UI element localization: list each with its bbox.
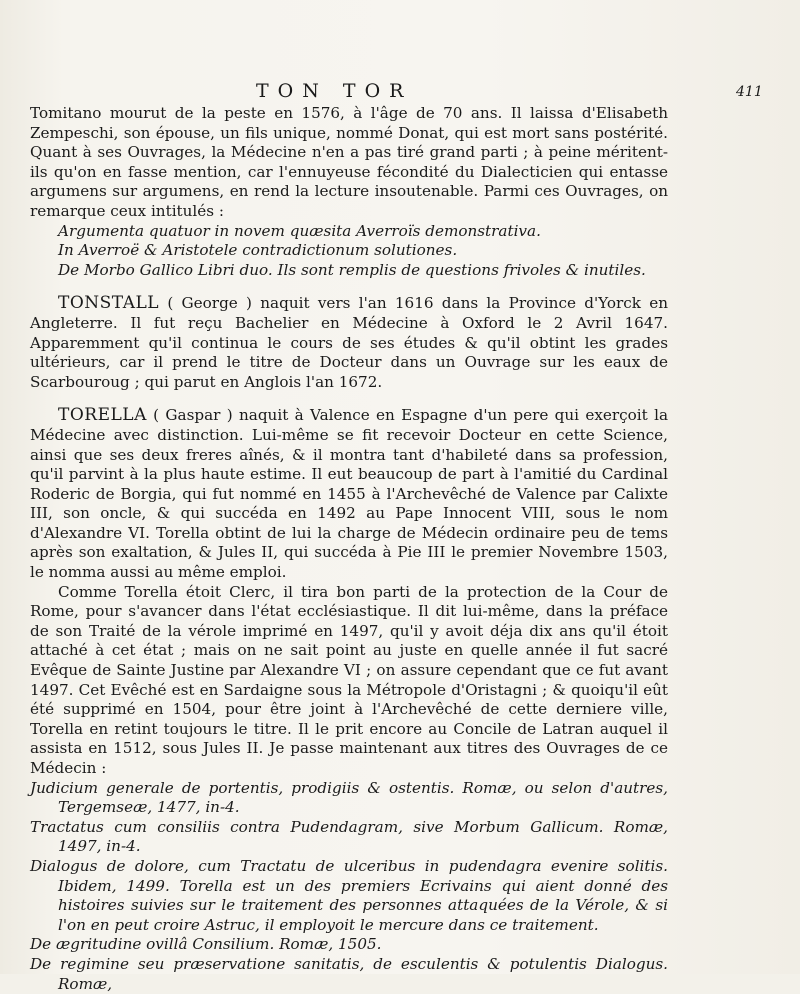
work-title: Argumenta quatuor in novem quæsita Averroïs demonstrativa. (58, 221, 541, 240)
work-title: De Morbo Gallico Libri duo. Ils sont remplis de questions frivoles & inutiles. (58, 260, 646, 279)
work-title: De ægritudine ovillâ Consilium. Romæ, 1505. (30, 935, 382, 954)
work-title: De regimine seu præservatione sanitatis, de esculentis & potulentis Dialogus. Romæ, (30, 954, 668, 993)
running-head (0, 80, 800, 104)
torella-paragraph: Comme Torella étoit Clerc, il tira bon parti de la protection de la Cour de Rome, pour s'avancer dans l'état ecclésiastique. Il dit lui-même, dans la préface de son Traité de la vérole imprimé en 1497, qu'il y avoit déja dix ans qu'il étoit attaché à cet état ; mais on ne sait point au juste en quelle année il fut sacré Evêque de Sainte Justine par Alexandre VI ; on assure cependant que ce fut avant 1497. Cet Evêché est en Sardaigne sous la Métropole d'Oristagni ; & quoiqu'il eût été supprimé en 1504, pour être joint à l'Archevêché de cette derniere ville, Torella en retint toujours le titre. Il le prit encore au Concile de Latran auquel il assista en 1512, sous Jules II. Je passe maintenant aux titres des Ouvrages de ce Médecin : (30, 582, 668, 777)
tomitano-paragraph: Tomitano mourut de la peste en 1576, à l'âge de 70 ans. Il laissa d'Elisabeth Zempeschi, son épouse, un fils unique, nommé Donat, qui est mort sans postérité. Quant à ses Ouvrages, la Médecine n'en a pas tiré grand parti ; à peine méritent-ils qu'on en fasse mention, car l'ennuyeuse fécondité du Dialecticien qui entasse argumens sur argumens, en rend la lecture insoutenable. Parmi ces Ouvrages, on remarque ceux intitulés : (30, 104, 668, 220)
headword: TONSTALL (58, 293, 160, 314)
page-body (30, 104, 668, 994)
running-title: TON TOR (256, 80, 413, 102)
work-title: Judicium generale de portentis, prodigiis & ostentis. Romæ, ou selon d'autres, Tergemseæ, 1477, in-4. (30, 778, 668, 817)
work-title: In Averroë & Aristotele contradictionum solutiones. (58, 241, 458, 260)
work-title: Tractatus cum consiliis contra Pudendagram, sive Morbum Gallicum. Romæ, 1497, in-4. (30, 817, 668, 856)
entry-text: ( Gaspar ) naquit à Valence en Espagne d'un pere qui exerçoit la Médecine avec distinction. Lui-même se fit recevoir Docteur en cette Science, ainsi que ses deux freres aînés, & il montra tant d'habileté dans sa profession, qu'il parvint à la plus haute estime. Il eut beaucoup de part à l'amitié du Cardinal Roderic de Borgia, qui fut nommé en 1455 à l'Archevêché de Valence par Calixte III, son oncle, & qui succéda en 1492 au Pape Innocent VIII, sous le nom d'Alexandre VI. Torella obtint de lui la charge de Médecin ordinaire peu de tems après son exaltation, & Jules II, qui succéda à Pie III le premier Novembre 1503, le nomma aussi au même emploi. (30, 406, 668, 582)
headword: TORELLA (58, 405, 147, 426)
tonstall-entry (30, 294, 668, 392)
work-title: Dialogus de dolore, cum Tractatu de ulceribus in pudendagra evenire solitis. Ibidem, 1499. Torella est un des premiers Ecrivains qui aient donné des histoires suivies sur le traitement des personnes attaquées de la Vérole, & si l'on en peut croire Astruc, il employoit le mercure dans ce traitement. (30, 856, 668, 934)
page-number: 411 (736, 84, 763, 100)
torella-entry (30, 406, 668, 582)
entry-text: ( George ) naquit vers l'an 1616 dans la Province d'Yorck en Angleterre. Il fut reçu Bachelier en Médecine à Oxford le 2 Avril 1647. Apparemment qu'il continua le cours de ses études & qu'il obtint les grades ultérieurs, car il prend le titre de Docteur dans un Ouvrage sur les eaux de Scarbouroug ; qui parut en Anglois l'an 1672. (30, 294, 668, 391)
